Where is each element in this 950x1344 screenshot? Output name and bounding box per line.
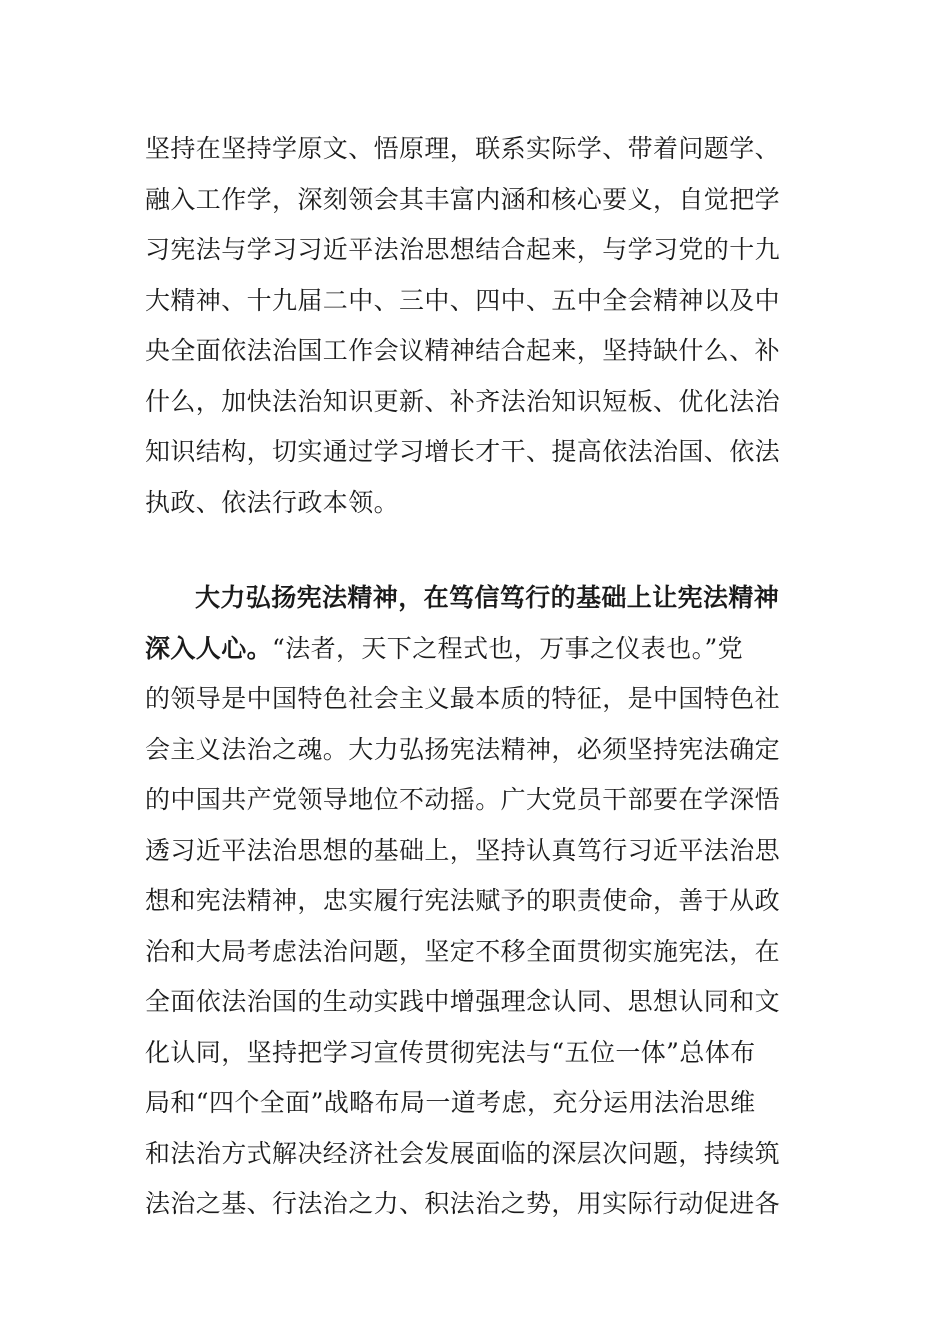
paragraph-line: 透习近平法治思想的基础上，坚持认真笃行习近平法治思 (145, 835, 781, 865)
paragraph-line: 的中国共产党领导地位不动摇。广大党员干部要在学深悟 (145, 785, 781, 814)
paragraph-line: 什么，加快法治知识更新、补齐法治知识短板、优化法治 (145, 386, 781, 416)
paragraph-heading: 大力弘扬宪法精神，在笃信笃行的基础上让宪法精神 (195, 583, 780, 612)
paragraph-line: 局和“四个全面”战略布局一道考虑，充分运用法治思维 (145, 1088, 756, 1117)
paragraph-line: 坚持在坚持学原文、悟原理，联系实际学、带着问题学、 (145, 134, 781, 163)
paragraph-line: 治和大局考虑法治问题，坚定不移全面贯彻实施宪法，在 (145, 936, 781, 966)
paragraph-line (145, 624, 785, 675)
paragraph-line: 的领导是中国特色社会主义最本质的特征，是中国特色社 (145, 684, 781, 713)
paragraph-line: 习宪法与学习习近平法治思想结合起来，与学习党的十九 (145, 235, 781, 264)
paragraph-line: 执政、依法行政本领。 (145, 487, 400, 517)
paragraph-line: 大精神、十九届二中、三中、四中、五中全会精神以及中 (145, 285, 781, 315)
paragraph-line: 会主义法治之魂。大力弘扬宪法精神，必须坚持宪法确定 (145, 734, 781, 764)
paragraph-study-constitution (145, 124, 785, 528)
paragraph-heading-end: 深入人心。 (145, 633, 273, 663)
paragraph-promote-constitution-spirit (145, 573, 785, 1230)
paragraph-line: 想和宪法精神，忠实履行宪法赋予的职责使命，善于从政 (145, 886, 781, 915)
paragraph-line: 知识结构，切实通过学习增长才干、提高依法治国、依法 (145, 437, 781, 466)
paragraph-line: 和法治方式解决经济社会发展面临的深层次问题，持续筑 (145, 1138, 781, 1168)
paragraph-line: 融入工作学，深刻领会其丰富内涵和核心要义，自觉把学 (145, 184, 781, 214)
quotation-text: “法者，天下之程式也，万事之仪表也。”党 (272, 633, 744, 663)
paragraph-line: 化认同，坚持把学习宣传贯彻宪法与“五位一体”总体布 (145, 1037, 756, 1067)
paragraph-line: 央全面依法治国工作会议精神结合起来，坚持缺什么、补 (145, 336, 781, 365)
paragraph-line: 全面依法治国的生动实践中增强理念认同、思想认同和文 (145, 987, 781, 1016)
paragraph-line: 法治之基、行法治之力、积法治之势，用实际行动促进各 (145, 1189, 781, 1218)
